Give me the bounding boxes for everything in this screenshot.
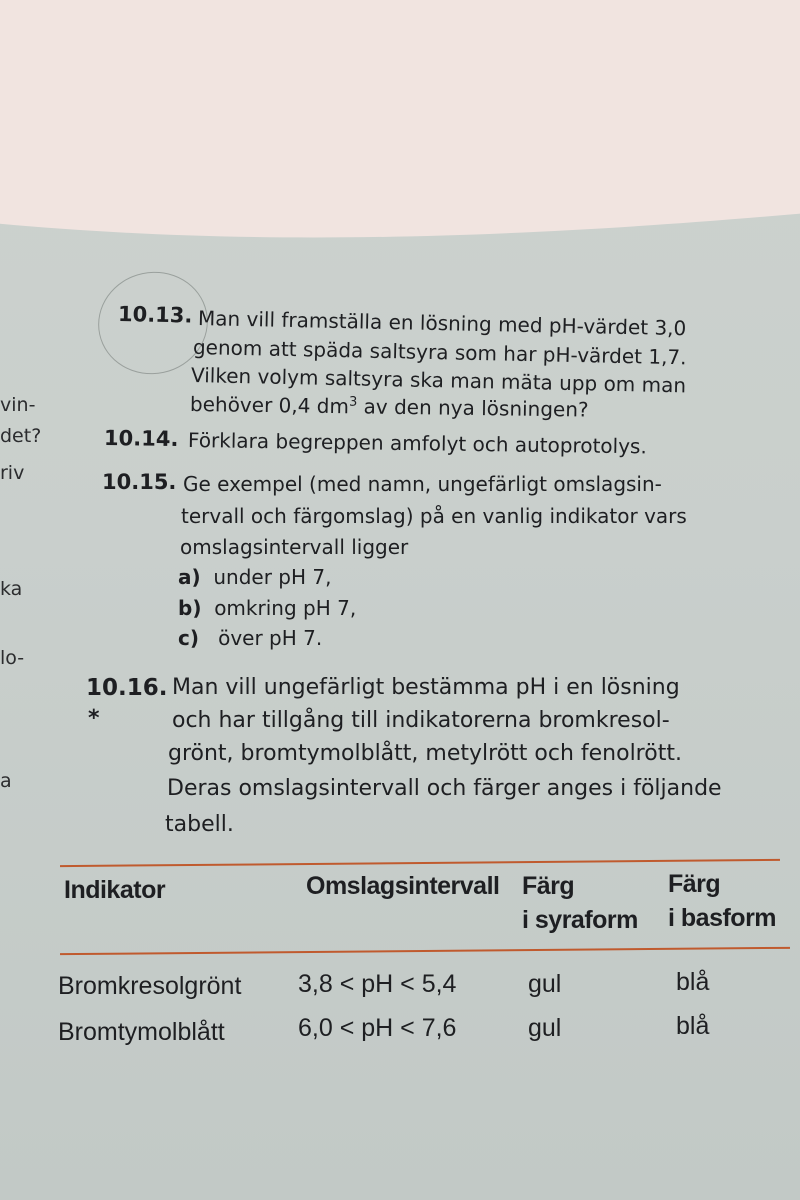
table-cell-base: blå [676, 968, 710, 996]
problem-text-line: Man vill ungefärligt bestämma pH i en lösning [172, 675, 680, 700]
problem-text-line: och har tillgång till indikatorerna bromkresol- [172, 708, 670, 733]
margin-fragment: a [0, 770, 12, 792]
problem-part: b) omkring pH 7, [178, 596, 357, 620]
margin-fragment: riv [0, 462, 25, 484]
problem-number: 10.14. [103, 426, 179, 452]
problem-text-line: Vilken volym saltsyra ska man mäta upp om man [190, 363, 687, 398]
table-header-acid-form: i syraform [522, 906, 638, 934]
table-cell-interval: 6,0 < pH < 7,6 [298, 1014, 457, 1042]
table-header-interval: Omslagsintervall [306, 872, 500, 900]
problem-text-line: genom att späda saltsyra som har pH-värdet 1,7. [192, 335, 687, 370]
table-cell-base: blå [676, 1012, 710, 1040]
problem-text-line: tabell. [165, 812, 234, 837]
table-cell-indicator: Bromkresolgrönt [58, 972, 242, 1000]
margin-fragment: det? [0, 425, 42, 447]
problem-text-line: Deras omslagsintervall och färger anges i följande [167, 776, 722, 801]
problem-number: 10.15. [102, 470, 177, 494]
table-cell-acid: gul [528, 970, 562, 998]
problem-part: a) under pH 7, [178, 565, 332, 589]
margin-fragment: vin- [0, 394, 36, 416]
problem-text-line: Ge exempel (med namn, ungefärligt omslagsin- [183, 472, 662, 496]
table-cell-interval: 3,8 < pH < 5,4 [298, 970, 457, 998]
table-cell-acid: gul [528, 1014, 562, 1042]
problem-text-line: omslagsintervall ligger [180, 535, 409, 559]
table-header-acid-color: Färg [522, 872, 575, 900]
difficulty-star: * [88, 706, 100, 731]
margin-fragment: lo- [0, 647, 25, 669]
problem-number: 10.13. [117, 302, 193, 328]
problem-part: c) över pH 7. [178, 626, 323, 650]
problem-text-line: tervall och färgomslag) på en vanlig indikator vars [181, 504, 687, 528]
table-header-base-form: i basform [668, 904, 777, 932]
table-cell-indicator: Bromtymolblått [58, 1018, 225, 1046]
problem-text-line: grönt, bromtymolblått, metylrött och fenolrött. [168, 741, 682, 766]
problem-text-line: behöver 0,4 $dm^3$ av den nya lösningen? [189, 392, 589, 422]
table-header-indicator: Indikator [64, 876, 166, 904]
table-header-base-color: Färg [668, 870, 721, 898]
problem-text-line: Man vill framställa en lösning med pH-värdet 3,0 [197, 306, 687, 341]
problem-number: 10.16. [86, 675, 168, 701]
margin-fragment: ka [0, 578, 23, 600]
problem-text-line: Förklara begreppen amfolyt och autoprotolys. [187, 428, 647, 459]
